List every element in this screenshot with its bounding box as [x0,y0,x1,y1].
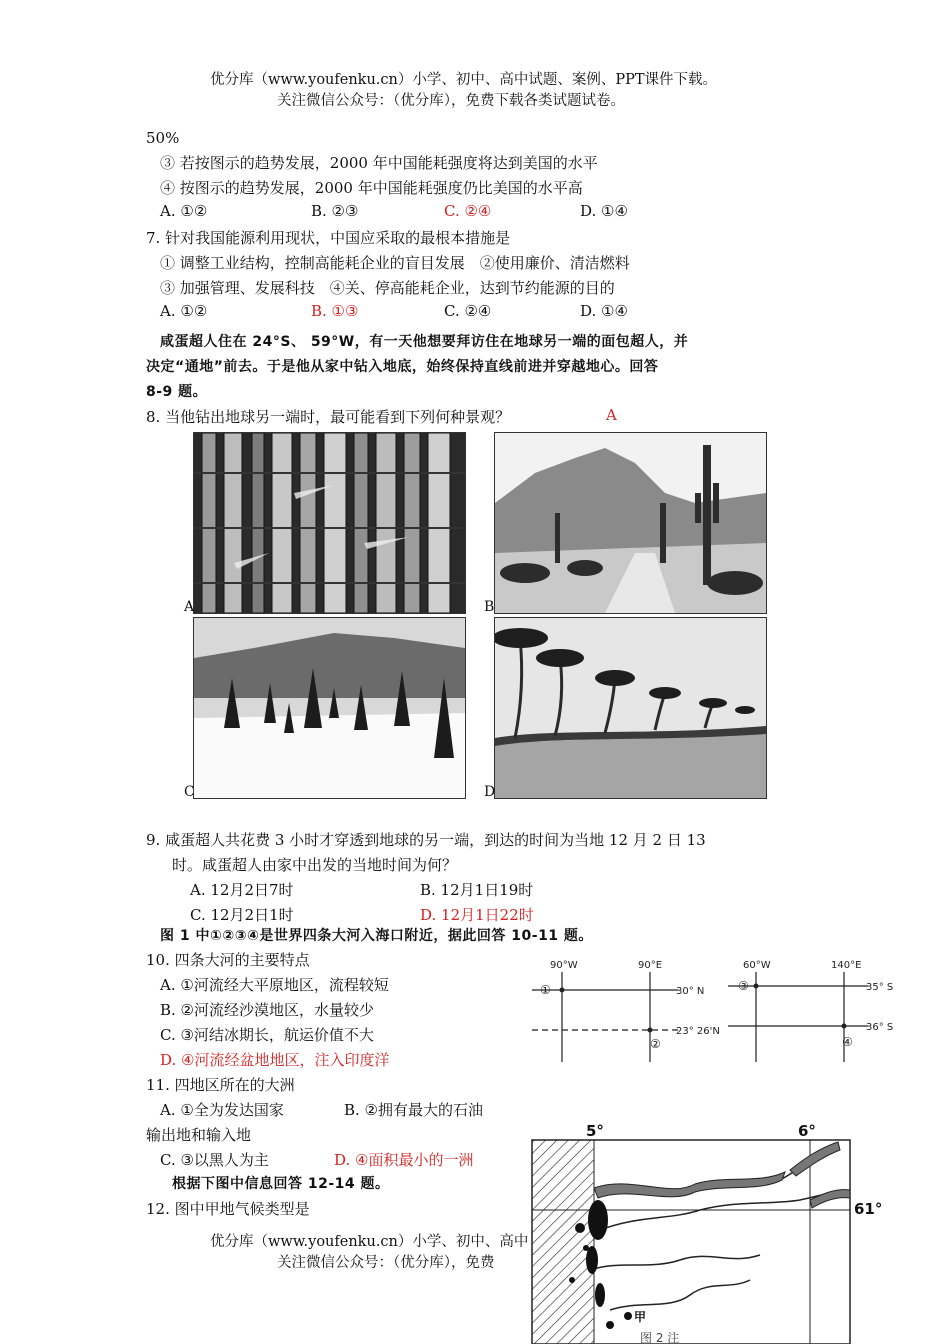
q10-option-b: B. ②河流经沙漠地区，水量较少 [160,1001,375,1019]
map2-place-jia: 甲 [634,1310,647,1324]
photo-label-a: A [184,599,195,615]
q11-stem: 11. 四地区所在的大洲 [146,1076,295,1094]
map2-caption: 图 2 注 [640,1331,680,1344]
figure-2-fjord-map [520,1120,890,1344]
q11-option-a: A. ①全为发达国家 [160,1101,284,1119]
q10-stem: 10. 四条大河的主要特点 [146,951,310,969]
q11-option-c: C. ③以黑人为主 [160,1151,269,1169]
fig1-right-lon-1: 60°W [743,960,771,971]
fig1-right-lon-2: 140°E [831,960,862,971]
q7-option-d: D. ①④ [580,302,628,320]
map2-lat-61: 61° [854,1200,883,1218]
photo-palm-beach [494,617,767,799]
fig1-left-lon-2: 90°E [638,960,663,971]
q6-statement-4: ④ 按图示的趋势发展，2000 年中国能耗强度仍比美国的水平高 [160,179,583,197]
q6-option-c: C. ②④ [444,202,492,220]
fig1-left-lat-1: 30° N [676,986,705,997]
q10-option-c: C. ③河结冰期长，航运价值不大 [160,1026,374,1044]
header-line-2: 关注微信公众号：（优分库），免费下载各类试题试卷。 [277,93,625,109]
fig1-left-lat-2: 23° 26'N [676,1026,720,1037]
q7-statement-1: ① 调整工业结构，控制高能耗企业的盲目发展 ②使用廉价、清洁燃料 [160,254,630,272]
q12-stem: 12. 图中甲地气候类型是 [146,1200,310,1218]
fig1-marker-4: ④ [842,1035,853,1049]
intro-10-11: 图 1 中①②③④是世界四条大河入海口附近，据此回答 10-11 题。 [160,928,593,944]
q6-option-d: D. ①④ [580,202,628,220]
figure-1-river-mouths [528,958,898,1064]
fig1-marker-2: ② [650,1037,661,1051]
q10-option-d: D. ④河流经盆地地区，注入印度洋 [160,1051,390,1069]
fig1-right-lat-2: 36° S [866,1022,894,1033]
footer-line-2: 关注微信公众号：（优分库），免费 [277,1255,495,1271]
map2-lon-5: 5° [586,1122,604,1140]
header-line-1: 优分库（www.youfenku.cn）小学、初中、高中试题、案例、PPT课件下载。 [210,72,718,88]
q8-stem: 8. 当他钻出地球另一端时，最可能看到下列何种景观？ [146,408,511,426]
q11-option-b: B. ②拥有最大的石油 [344,1101,484,1119]
q9-option-a: A. 12月2日7时 [190,881,294,899]
q7-option-b: B. ①③ [311,302,359,320]
photo-bamboo [193,432,466,614]
q9-line-1: 9. 咸蛋超人共花费 3 小时才穿透到地球的另一端，到达的时间为当地 12 月 2 日 13 [146,831,706,849]
q9-line-2: 时。咸蛋超人由家中出发的当地时间为何？ [172,856,458,874]
q6-option-a: A. ①② [160,202,208,220]
photo-label-d: D [484,784,496,800]
q6-percent: 50% [146,129,180,147]
photo-label-c: C [184,784,195,800]
fig1-left-lon-1: 90°W [550,960,578,971]
intro-12-14: 根据下图中信息回答 12-14 题。 [172,1176,390,1192]
fig1-marker-3: ③ [738,979,749,993]
photo-label-b: B [484,599,495,615]
fig1-right-lat-1: 35° S [866,982,894,993]
intro-8-9-line-2: 决定“通地”前去。于是他从家中钻入地底，始终保持直线前进并穿越地心。回答 [146,359,659,375]
q9-option-c: C. 12月2日1时 [190,906,294,924]
q7-stem: 7. 针对我国能源利用现状，中国应采取的最根本措施是 [146,229,511,247]
q6-option-b: B. ②③ [311,202,359,220]
q7-option-a: A. ①② [160,302,208,320]
q7-option-c: C. ②④ [444,302,492,320]
intro-8-9-line-3: 8-9 题。 [146,384,208,400]
intro-8-9-line-1: 咸蛋超人住在 24°S、 59°W，有一天他想要拜访住在地球另一端的面包超人，并 [160,334,689,350]
q7-statement-2: ③ 加强管理、发展科技 ④关、停高能耗企业，达到节约能源的目的 [160,279,615,297]
q11-option-b-cont: 输出地和输入地 [146,1126,252,1144]
fig1-marker-1: ① [540,983,551,997]
footer-line-1: 优分库（www.youfenku.cn）小学、初中、高中 [210,1234,529,1250]
q11-option-d: D. ④面积最小的一洲 [334,1151,474,1169]
photo-snow-forest [193,617,466,799]
q10-option-a: A. ①河流经大平原地区，流程较短 [160,976,389,994]
map2-lon-6: 6° [798,1122,816,1140]
q9-option-d: D. 12月1日22时 [420,906,534,924]
q8-answer: A [606,406,617,424]
photo-desert [494,432,767,614]
q6-statement-3: ③ 若按图示的趋势发展，2000 年中国能耗强度将达到美国的水平 [160,154,598,172]
q9-option-b: B. 12月1日19时 [420,881,534,899]
